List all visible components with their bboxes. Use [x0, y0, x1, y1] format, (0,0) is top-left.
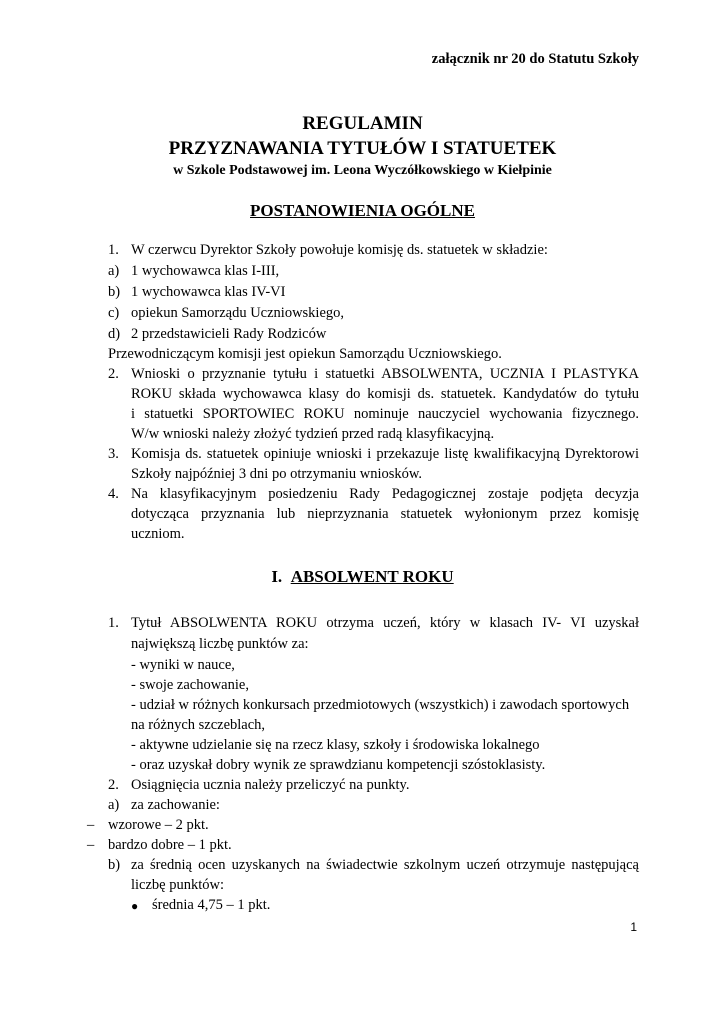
- list-marker: 2.: [108, 777, 119, 793]
- list-item: 2 przedstawicieli Rady Rodziców: [131, 326, 327, 342]
- paragraph-line: W/w wnioski należy złożyć tydzień przed radą klasyfikacyjną.: [131, 426, 495, 442]
- paragraph-line: ROKU składa wychowawca klasy do komisji ds. statuetek. Kandydatów do tytułu: [131, 386, 639, 402]
- list-item: bardzo dobre – 1 pkt.: [108, 837, 232, 853]
- criteria-item: - swoje zachowanie,: [131, 677, 249, 693]
- page-number: 1: [630, 920, 637, 934]
- attachment-note: załącznik nr 20 do Statutu Szkoły: [431, 51, 639, 67]
- list-marker: 1.: [108, 242, 119, 258]
- criteria-item: - udział w różnych konkursach przedmiotowych (wszystkich) i zawodach sportowych: [131, 697, 630, 713]
- list-marker: 2.: [108, 366, 119, 382]
- list-marker: d): [108, 326, 121, 342]
- dash-marker: –: [87, 817, 95, 833]
- criteria-item: - wyniki w nauce,: [131, 657, 235, 673]
- list-item: 1 wychowawca klas I-III,: [131, 263, 280, 279]
- list-marker: a): [108, 797, 120, 813]
- list-item: średnia 4,75 – 1 pkt.: [152, 897, 271, 913]
- list-marker: b): [108, 857, 121, 873]
- list-marker: 4.: [108, 486, 119, 502]
- paragraph-line: za średnią ocen uzyskanych na świadectwie szkolnym uczeń otrzymuje następującą: [131, 857, 639, 873]
- dash-marker: –: [87, 837, 95, 853]
- school-name: w Szkole Podstawowej im. Leona Wyczółkowskiego w Kiełpinie: [173, 163, 552, 178]
- list-item: opiekun Samorządu Uczniowskiego,: [131, 305, 345, 321]
- paragraph-line: Szkoły najpóźniej 3 dni po otrzymaniu wniosków.: [131, 466, 423, 482]
- list-marker: 3.: [108, 446, 119, 462]
- section-heading-general: [0, 201, 725, 221]
- bullet-icon: ●: [131, 899, 139, 913]
- paragraph-line: za zachowanie:: [131, 797, 220, 813]
- section-heading-number: I.: [271, 567, 283, 586]
- paragraph-line: Komisja ds. statuetek opiniuje wnioski i przekazuje listę kwalifikacyjną Dyrektorowi: [131, 446, 639, 462]
- criteria-item: - oraz uzyskał dobry wynik ze sprawdzianu kompetencji szóstoklasisty.: [131, 757, 546, 773]
- document-title: REGULAMIN: [302, 113, 423, 134]
- paragraph-line: największą liczbę punktów za:: [131, 636, 309, 652]
- paragraph-line: Tytuł ABSOLWENTA ROKU otrzyma uczeń, który w klasach IV- VI uzyskał: [131, 615, 639, 631]
- document-subtitle: PRZYZNAWANIA TYTUŁÓW I STATUETEK: [168, 138, 557, 159]
- criteria-item: na różnych szczeblach,: [131, 717, 266, 733]
- paragraph-line: uczniom.: [131, 526, 185, 542]
- section-heading-absolwent-text: ABSOLWENT ROKU: [290, 567, 454, 586]
- list-marker: c): [108, 305, 120, 321]
- paragraph-line: Na klasyfikacyjnym posiedzeniu Rady Pedagogicznej zostaje podjęta decyzja: [131, 486, 639, 502]
- section-heading-general-text: POSTANOWIENIA OGÓLNE: [250, 201, 475, 220]
- section-heading-absolwent: [0, 567, 725, 587]
- paragraph-line: Wnioski o przyznanie tytułu i statuetki ABSOLWENTA, UCZNIA I PLASTYKA: [131, 366, 639, 382]
- list-marker: b): [108, 284, 121, 300]
- list-item: 1 wychowawca klas IV-VI: [131, 284, 286, 300]
- paragraph-line: liczbę punktów:: [131, 877, 225, 893]
- paragraph-line: W czerwcu Dyrektor Szkoły powołuje komisję ds. statuetek w składzie:: [131, 242, 548, 258]
- paragraph-line: i statuetki SPORTOWIEC ROKU nominuje nauczyciel wychowania fizycznego.: [131, 406, 639, 422]
- paragraph-line: Osiągnięcia ucznia należy przeliczyć na punkty.: [131, 777, 410, 793]
- paragraph-line: dotycząca przyznania lub nieprzyznania statuetek wyłonionym przez komisję: [131, 506, 639, 522]
- list-marker: a): [108, 263, 120, 279]
- criteria-item: - aktywne udzielanie się na rzecz klasy, szkoły i środowiska lokalnego: [131, 737, 540, 753]
- list-marker: 1.: [108, 615, 119, 631]
- list-item: wzorowe – 2 pkt.: [108, 817, 209, 833]
- paragraph-line: Przewodniczącym komisji jest opiekun Samorządu Uczniowskiego.: [108, 346, 502, 362]
